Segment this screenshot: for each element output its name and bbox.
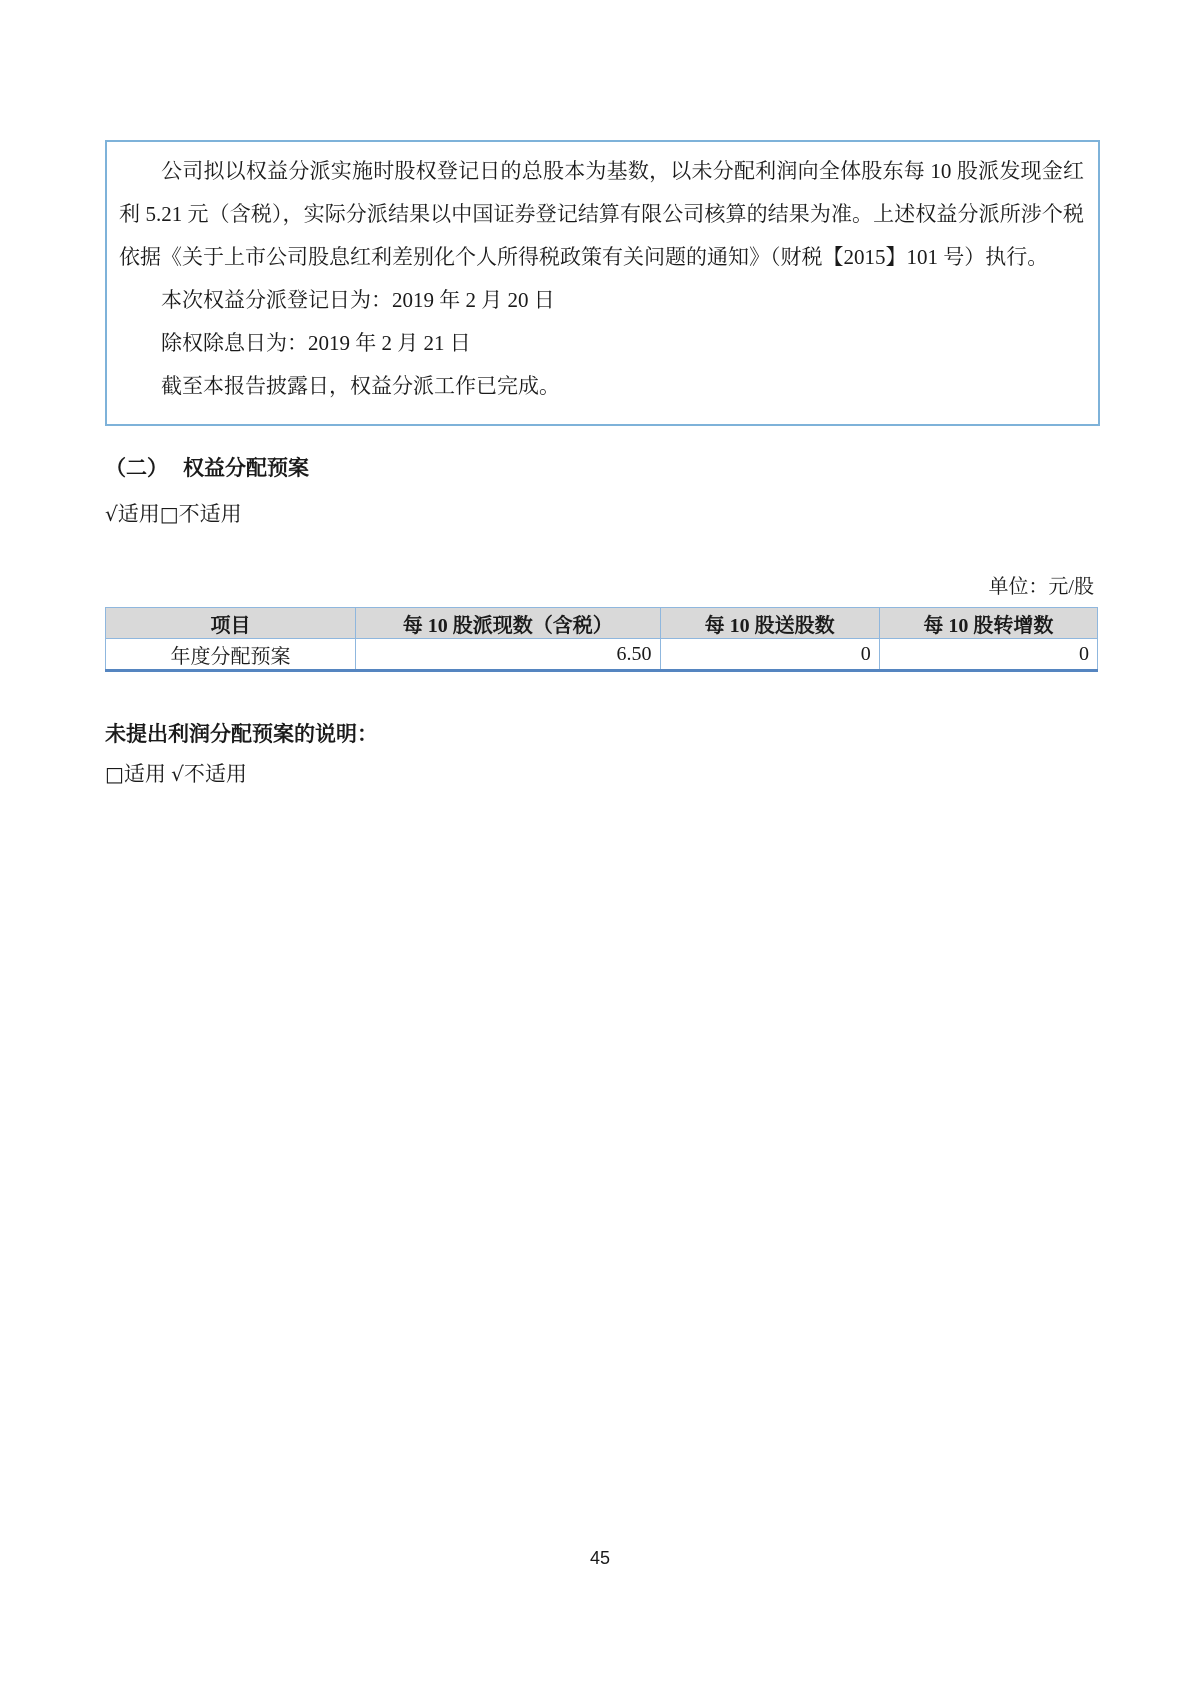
section-title: 权益分配预案 <box>183 456 309 480</box>
page-content <box>105 140 1100 788</box>
section-number: （二） <box>105 456 168 480</box>
checkbox-icon: □ <box>159 502 179 526</box>
ex-dividend-date-line: 除权除息日为：2019 年 2 月 21 日 <box>161 331 471 355</box>
table-row <box>106 639 1098 671</box>
applicable-label: 适用 <box>123 762 166 786</box>
header-item: 项目 <box>106 608 356 639</box>
check-icon: √ <box>171 762 184 786</box>
note-applicability-line <box>105 758 1100 788</box>
cell-conversion-per-10: 0 <box>879 639 1097 671</box>
check-icon: √ <box>105 502 118 526</box>
checkbox-icon: □ <box>105 762 124 786</box>
cell-item: 年度分配预案 <box>106 639 356 671</box>
section-heading <box>105 452 1100 482</box>
cell-cash-per-10: 6.50 <box>355 639 660 671</box>
completion-line: 截至本报告披露日，权益分派工作已完成。 <box>161 374 560 398</box>
dividend-paragraph: 公司拟以权益分派实施时股权登记日的总股本为基数，以未分配利润向全体股东每 10 股派发现金红利 5.21 元（含税），实际分派结果以中国证券登记结算有限公司核算的结果为准。上述权益分派所涉个税依据《关于上市公司股息红利差别化个人所得税政策有关问题的通知》（财税【2015】101 号）执行。 <box>119 159 1084 269</box>
applicability-line <box>105 498 1100 528</box>
page-number: 45 <box>589 1548 611 1568</box>
header-cash-per-10: 每 10 股派现数（含税） <box>355 608 660 639</box>
applicable-label: 适用 <box>117 502 160 526</box>
table-header-row <box>106 608 1098 639</box>
not-applicable-label: 不适用 <box>183 762 247 786</box>
record-date-line: 本次权益分派登记日为：2019 年 2 月 20 日 <box>161 288 555 312</box>
dividend-notice-box <box>105 140 1100 426</box>
unit-label: 单位：元/股 <box>988 576 1094 598</box>
cell-bonus-per-10: 0 <box>660 639 879 671</box>
header-conversion-per-10: 每 10 股转增数 <box>879 608 1097 639</box>
note-title: 未提出利润分配预案的说明： <box>105 723 378 746</box>
not-applicable-label: 不适用 <box>178 502 242 526</box>
header-bonus-per-10: 每 10 股送股数 <box>660 608 879 639</box>
profit-distribution-table <box>105 607 1098 672</box>
